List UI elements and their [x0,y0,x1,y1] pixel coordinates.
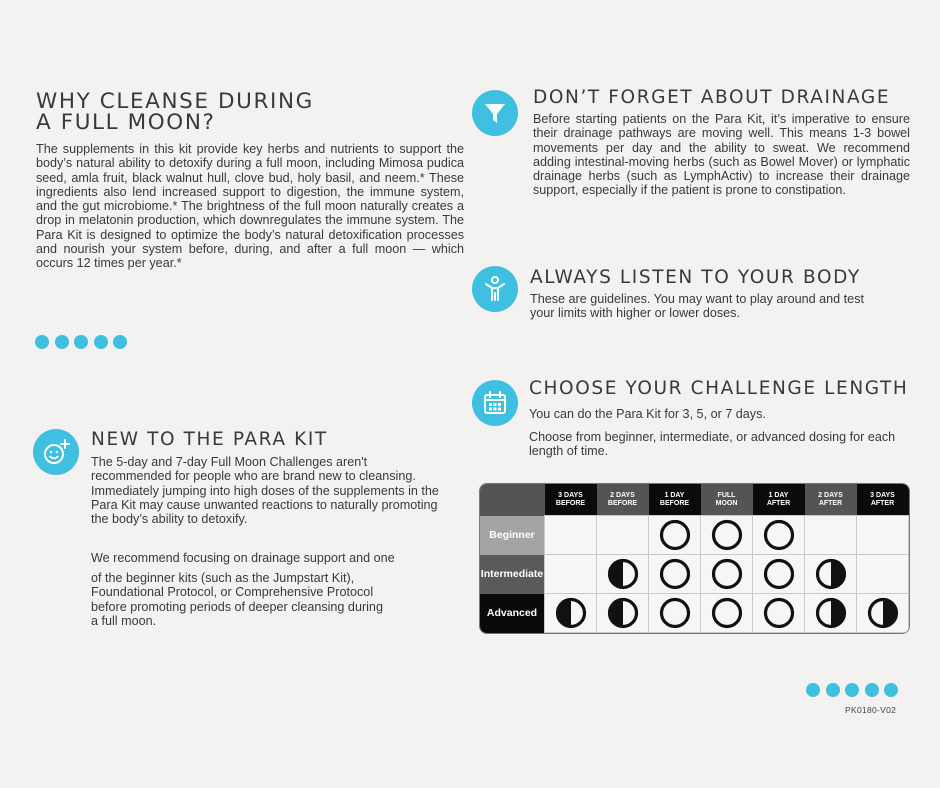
column-header-line2: MOON [715,499,738,507]
table-cell [701,594,753,633]
table-cell [701,516,753,555]
dot [74,335,88,349]
full-moon-icon [763,519,795,551]
column-header-line2: AFTER [818,499,843,507]
table-cell [649,594,701,633]
table-cell [649,555,701,594]
new-paragraph-2: We recommend focusing on drainage support and one [91,551,395,565]
full-moon-icon [659,519,691,551]
challenge-paragraph-2: Choose from beginner, intermediate, or advanced dosing for each length of time. [529,430,896,459]
table-cell [597,516,649,555]
dosing-table [479,483,910,634]
full-moon-icon [711,558,743,590]
column-header-line2: AFTER [870,499,895,507]
column-header-line1: 2 DAYS [610,491,635,499]
table-body [480,516,909,633]
table-cell [597,594,649,633]
column-header [701,484,753,516]
column-header-line1: 3 DAYS [870,491,895,499]
column-header [597,484,649,516]
full-moon-icon [763,597,795,629]
table-cell [545,594,597,633]
new-paragraph-3: of the beginner kits (such as the Jumpstart Kit), Foundational Protocol, or Comprehensive Protocol before promoting periods of deeper cleansing during a full moon. [91,571,383,628]
full-moon-icon [659,597,691,629]
full-moon-icon [659,558,691,590]
challenge-paragraph-1: You can do the Para Kit for 3, 5, or 7 days. [529,407,766,421]
column-header [753,484,805,516]
dots-left [35,335,127,349]
table-cell [753,555,805,594]
table-row [480,594,909,633]
table-cell [597,555,649,594]
calendar-icon [472,380,518,426]
column-header-line1: 2 DAYS [818,491,843,499]
waxing-moon-icon [607,558,639,590]
column-header-line2: BEFORE [607,499,638,507]
smiley-plus-icon [33,429,79,475]
dot [35,335,49,349]
table-cell [753,594,805,633]
table-cell [805,516,857,555]
dot [113,335,127,349]
column-header-line1: 1 DAY [768,491,789,499]
full-moon-icon [711,597,743,629]
listen-body: These are guidelines. You may want to play around and test your limits with higher or lower doses. [530,292,864,321]
drainage-body: Before starting patients on the Para Kit, it’s imperative to ensure their drainage pathways are moving well. This means 1-3 bowel movements per day and the ability to sweat. We recommend adding intestinal-moving herbs (such as Bowel Mover) or lymphatic drainage herbs (such as LymphActiv) to increase their drainage support, especially if the patient is prone to constipation. [533,112,910,198]
dot [55,335,69,349]
column-header-line2: AFTER [766,499,791,507]
waning-moon-icon [815,558,847,590]
why-body: The supplements in this kit provide key herbs and nutrients to support the body’s natural ability to detoxify during a full moon, including Mimosa pudica seed, amla fruit, black walnut hull, clove bud, holy basil, and neem.* These ingredients also lend increased support to digestion, the immune system, and the gut microbiome.* The brightness of the full moon naturally creates a drop in melatonin production, which downregulates the immune system. The Para Kit is designed to optimize the body’s natural detoxification processes and nourish your system before, during, and after a full moon — which occurs 12 times per year.* [36,142,464,271]
waxing-moon-icon [555,597,587,629]
row-label: Intermediate [480,555,545,594]
new-paragraph-1: The 5-day and 7-day Full Moon Challenges aren't recommended for people who are brand new to cleansing. Immediately jumping into high doses of the supplements in the Para Kit may cause unwanted reactions to naturally promoting the body’s ability to detoxify. [91,455,439,527]
why-title-line1: WHY CLEANSE DURING [36,89,314,114]
table-header-row [480,484,909,516]
dot [806,683,820,697]
column-header [805,484,857,516]
table-cell [857,594,909,633]
row-label: Advanced [480,594,545,633]
column-header-line2: BEFORE [555,499,586,507]
waxing-moon-icon [607,597,639,629]
column-header [545,484,597,516]
dot [884,683,898,697]
table-cell [701,555,753,594]
dot [845,683,859,697]
table-cell [649,516,701,555]
table-cell [545,555,597,594]
person-icon [472,266,518,312]
column-header-line1: FULL [717,491,736,499]
dots-right [806,683,898,697]
table-cell [857,555,909,594]
waning-moon-icon [867,597,899,629]
table-cell [753,516,805,555]
full-moon-icon [711,519,743,551]
table-cell [857,516,909,555]
challenge-title: CHOOSE YOUR CHALLENGE LENGTH [529,378,909,399]
column-header [649,484,701,516]
full-moon-icon [763,558,795,590]
table-row [480,516,909,555]
table-cell [805,594,857,633]
listen-title: ALWAYS LISTEN TO YOUR BODY [530,267,861,288]
dot [94,335,108,349]
document-code: PK0180-V02 [845,705,897,715]
dosing-grid [480,484,909,633]
column-header [857,484,909,516]
why-title [36,91,314,133]
table-corner [480,484,545,516]
table-cell [805,555,857,594]
new-title: NEW TO THE PARA KIT [91,429,328,450]
waning-moon-icon [815,597,847,629]
column-header-line2: BEFORE [659,499,690,507]
column-header-line1: 1 DAY [664,491,685,499]
table-row [480,555,909,594]
dot [865,683,879,697]
funnel-icon [472,90,518,136]
dot [826,683,840,697]
column-header-line1: 3 DAYS [558,491,583,499]
drainage-title: DON’T FORGET ABOUT DRAINAGE [533,87,891,108]
why-title-line2: A FULL MOON? [36,110,216,135]
table-cell [545,516,597,555]
row-label: Beginner [480,516,545,555]
